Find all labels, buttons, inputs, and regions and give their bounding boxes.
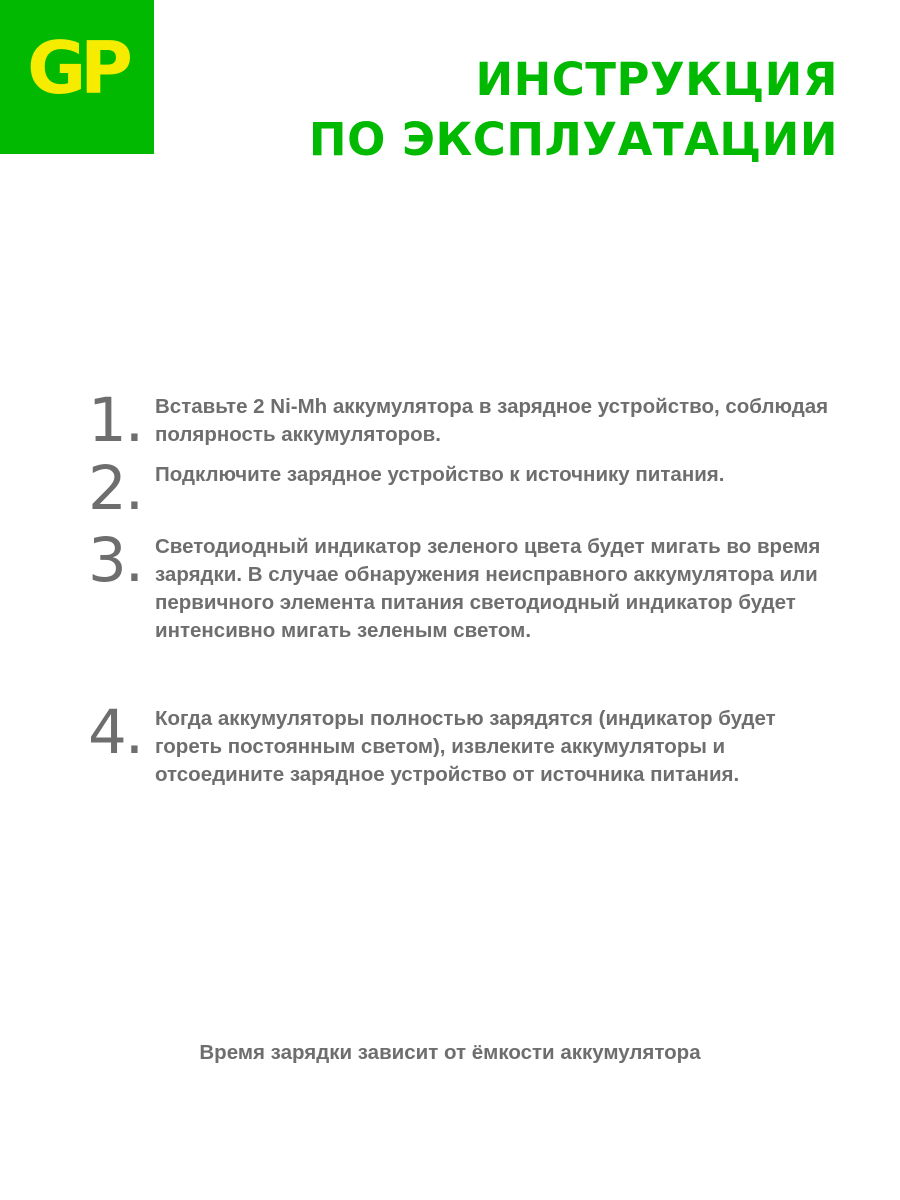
step-text-3: Светодиодный индикатор зеленого цвета будет мигать во время зарядки. В случае обнаружения неисправного аккумулятора или первичного элемента питания светодиодный индикатор будет интенсивно мигать зеленым светом. xyxy=(155,535,821,642)
step-number-3: 3. xyxy=(88,525,143,596)
step-number-1: 1. xyxy=(88,385,143,456)
step-text-2: Подключите зарядное устройство к источнику питания. xyxy=(155,463,725,486)
step-number-2: 2. xyxy=(88,453,143,524)
gp-logo-text: GP xyxy=(27,26,127,110)
page-title-line-1: ИНСТРУКЦИЯ xyxy=(475,53,838,106)
gp-logo xyxy=(0,0,154,154)
step-text-1: Вставьте 2 Ni-Mh аккумулятора в зарядное устройство, соблюдая полярность аккумуляторов. xyxy=(155,395,829,446)
step-number-4: 4. xyxy=(88,697,143,768)
step-text-4: Когда аккумуляторы полностью зарядятся (индикатор будет гореть постоянным светом), извлеките аккумуляторы и отсоедините зарядное устройство от источника питания. xyxy=(155,707,776,786)
page-title xyxy=(309,50,838,170)
page-title-line-2: ПО ЭКСПЛУАТАЦИИ xyxy=(308,113,838,166)
charging-time-note: Время зарядки зависит от ёмкости аккумулятора xyxy=(199,1041,701,1064)
